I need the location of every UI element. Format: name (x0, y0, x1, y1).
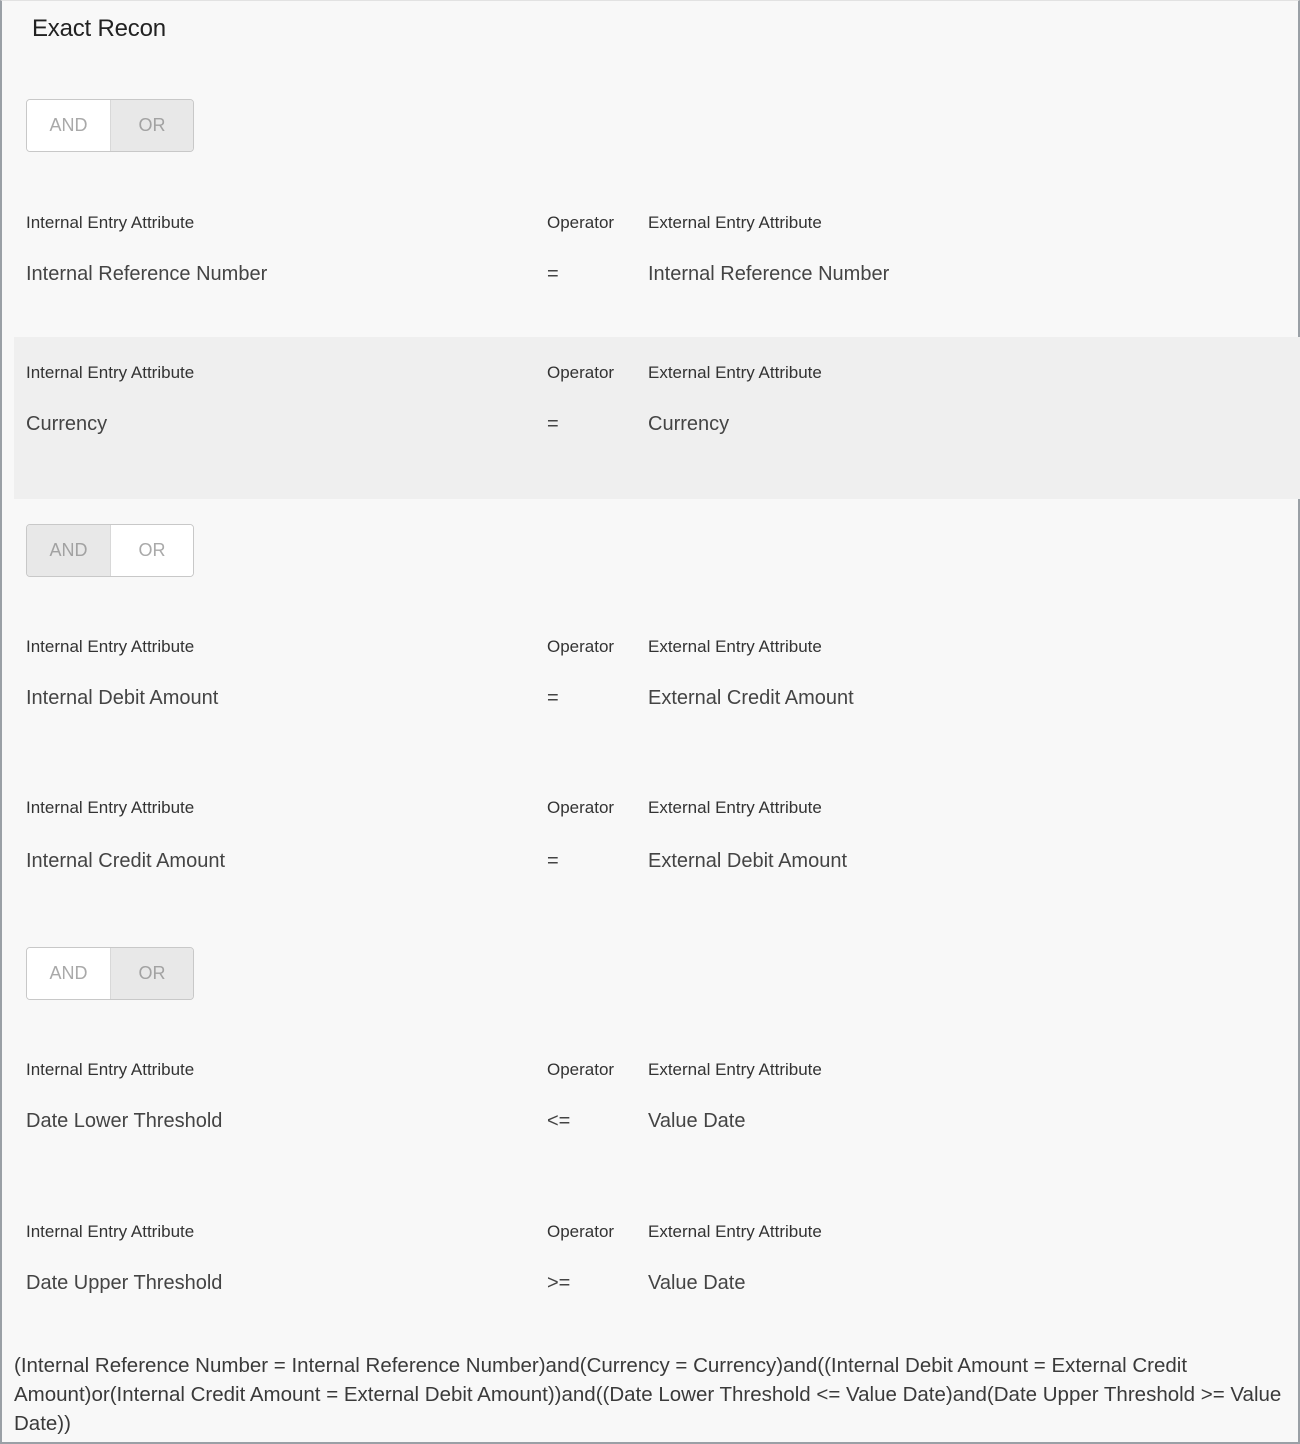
internal-attribute-header: Internal Entry Attribute (26, 1060, 195, 1079)
condition-row (14, 1008, 1300, 1168)
internal-attribute-value: Date Upper Threshold (26, 1272, 223, 1294)
external-attribute-value: Value Date (648, 1272, 746, 1294)
external-attribute-header: External Entry Attribute (648, 637, 822, 656)
external-attribute-header: External Entry Attribute (648, 798, 822, 817)
operator-header: Operator (547, 1060, 615, 1079)
or-option[interactable]: OR (110, 525, 193, 576)
operator-value: = (547, 687, 559, 709)
internal-attribute-header: Internal Entry Attribute (26, 637, 195, 656)
external-attribute-header: External Entry Attribute (648, 1222, 822, 1241)
external-attribute-value: Currency (648, 413, 730, 435)
internal-attribute-header: Internal Entry Attribute (26, 798, 195, 817)
operator-header: Operator (547, 637, 615, 656)
logic-toggle-2 (26, 524, 194, 577)
external-attribute-value: Value Date (648, 1110, 746, 1132)
external-attribute-value: External Credit Amount (648, 687, 854, 709)
and-option[interactable]: AND (27, 525, 110, 576)
and-option[interactable]: AND (27, 948, 110, 999)
condition-row (14, 1170, 1300, 1330)
internal-attribute-header: Internal Entry Attribute (26, 1222, 195, 1241)
or-option[interactable]: OR (110, 948, 193, 999)
operator-value: = (547, 263, 559, 285)
operator-header: Operator (547, 798, 615, 817)
external-attribute-header: External Entry Attribute (648, 1060, 822, 1079)
recon-expression: (Internal Reference Number = Internal Reference Number)and(Currency = Currency)and((Internal Debit Amount = External Credit Amount)or(Internal Credit Amount = External Debit Amount))and((Date Lower Threshold <= Value Date)and(Date Upper Threshold >= Value Date)) (14, 1354, 1282, 1435)
internal-attribute-value: Date Lower Threshold (26, 1110, 223, 1132)
and-option[interactable]: AND (27, 100, 110, 151)
operator-value: = (547, 850, 559, 872)
or-option[interactable]: OR (110, 100, 193, 151)
external-attribute-header: External Entry Attribute (648, 213, 822, 232)
operator-header: Operator (547, 1222, 615, 1241)
page-title: Exact Recon (32, 15, 166, 42)
internal-attribute-value: Currency (26, 413, 108, 435)
internal-attribute-value: Internal Debit Amount (26, 687, 219, 709)
operator-header: Operator (547, 363, 615, 382)
logic-toggle-1 (26, 99, 194, 152)
condition-row (14, 585, 1300, 745)
operator-value: <= (547, 1110, 571, 1132)
external-attribute-value: External Debit Amount (648, 850, 847, 872)
internal-attribute-value: Internal Reference Number (26, 263, 268, 285)
logic-toggle-3 (26, 947, 194, 1000)
condition-row (14, 746, 1300, 906)
external-attribute-header: External Entry Attribute (648, 363, 822, 382)
external-attribute-value: Internal Reference Number (648, 263, 890, 285)
operator-header: Operator (547, 213, 615, 232)
internal-attribute-value: Internal Credit Amount (26, 850, 225, 872)
operator-value: = (547, 413, 559, 435)
condition-row (14, 161, 1300, 321)
internal-attribute-header: Internal Entry Attribute (26, 363, 195, 382)
operator-value: >= (547, 1272, 571, 1294)
internal-attribute-header: Internal Entry Attribute (26, 213, 195, 232)
condition-row (14, 337, 1300, 499)
